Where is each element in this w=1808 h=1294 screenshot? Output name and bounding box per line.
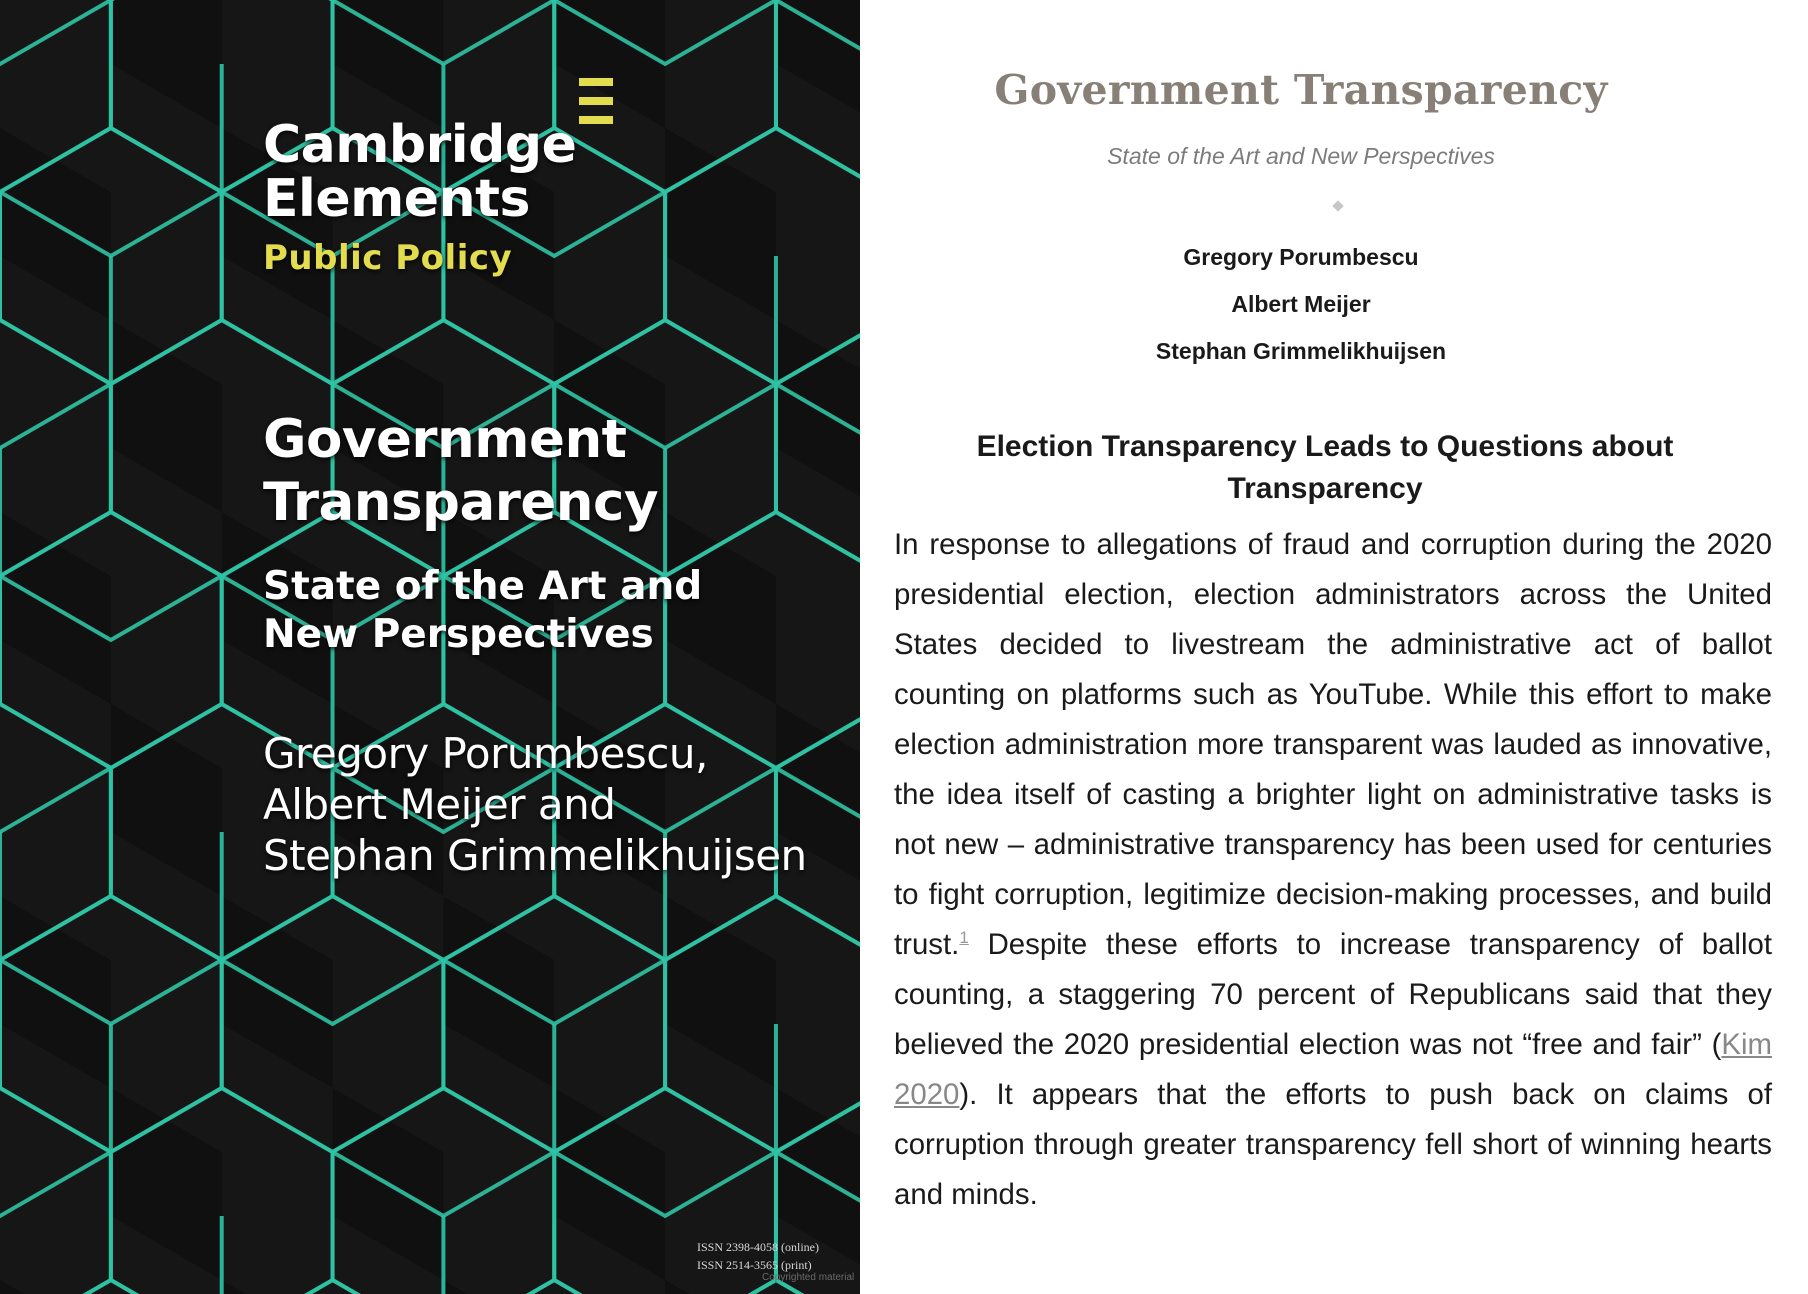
pattern-hexagon: [443, 1280, 665, 1294]
pattern-line: [0, 1152, 111, 1216]
series-title: [263, 115, 577, 229]
pattern-line: [0, 768, 111, 832]
pattern-line: [0, 384, 111, 448]
cover-subtitle-line2: New Perspectives: [263, 612, 654, 657]
pattern-shade: [333, 0, 444, 128]
pattern-shade: [665, 128, 776, 320]
series-title-line1: Cambridge: [263, 115, 577, 175]
pattern-hexagon: [0, 1088, 111, 1294]
pattern-hexagon: [0, 1280, 222, 1294]
cover-subtitle-line1: State of the Art and: [263, 564, 703, 609]
pattern-shade: [665, 896, 776, 1088]
paragraph-text: ). It appears that the efforts to push back on claims of corruption through greater transparency fell short of winning hearts and minds.: [894, 1078, 1772, 1211]
section-heading: Election Transparency Leads to Questions about Transparency: [976, 430, 1674, 505]
pattern-shade: [111, 704, 222, 896]
series-logo-icon: [579, 78, 613, 126]
cover-subtitle: [263, 563, 702, 659]
citation-link[interactable]: Kim 2020: [894, 1028, 1772, 1111]
document-title: Government Transparency: [994, 66, 1608, 114]
pattern-shade: [111, 1088, 222, 1280]
paragraph-text: In response to allegations of fraud and corruption during the 2020 presidential election, election administrators across the United States decided to livestream the administrative act of ballot counting on platforms such as YouTube. While this effort to make election administration more transparent was lauded as innovative, the idea itself of casting a brighter light on administrative tasks is not new – administrative transparency has been used for centuries to fight corruption, legitimize decision-making processes, and build trust.: [894, 528, 1772, 961]
pattern-shade: [111, 320, 222, 512]
cover-authors-line3: Stephan Grimmelikhuijsen: [263, 831, 807, 880]
pattern-hexagon: [222, 1280, 444, 1294]
series-subtitle: Public Policy: [263, 238, 513, 278]
issn-print: ISSN 2514-3565 (print): [697, 1258, 812, 1272]
cover-title-line1: Government: [263, 409, 627, 470]
copyright-watermark: Copyrighted material: [762, 1272, 855, 1283]
series-title-line2: Elements: [263, 169, 530, 229]
document-subtitle: State of the Art and New Perspectives: [1107, 143, 1495, 169]
cover-authors-line2: Albert Meijer and: [263, 780, 616, 829]
pattern-shade: [776, 0, 860, 128]
footnote-link[interactable]: 1: [959, 928, 969, 948]
pattern-shade: [111, 0, 222, 128]
divider-ornament-icon: [1332, 200, 1343, 211]
cover-authors: [263, 728, 807, 881]
author-name: Albert Meijer: [1231, 291, 1371, 317]
issn-block: [697, 1238, 819, 1274]
author-name: Gregory Porumbescu: [1183, 244, 1419, 270]
pattern-line: [0, 0, 111, 64]
pattern-shade: [776, 320, 860, 512]
cover-title: [263, 408, 658, 534]
body-paragraph: [894, 520, 1772, 1220]
document-page: [860, 0, 1808, 1294]
book-cover: [0, 0, 860, 1294]
cover-title-line2: Transparency: [263, 472, 658, 533]
paragraph-text: Despite these efforts to increase transparency of ballot counting, a staggering 70 percent of Republicans said that they believed the 2020 presidential election was not “free and fair” (: [894, 928, 1772, 1061]
issn-online: ISSN 2398-4058 (online): [697, 1240, 819, 1254]
cover-authors-line1: Gregory Porumbescu,: [263, 729, 708, 778]
author-name: Stephan Grimmelikhuijsen: [1155, 338, 1447, 364]
